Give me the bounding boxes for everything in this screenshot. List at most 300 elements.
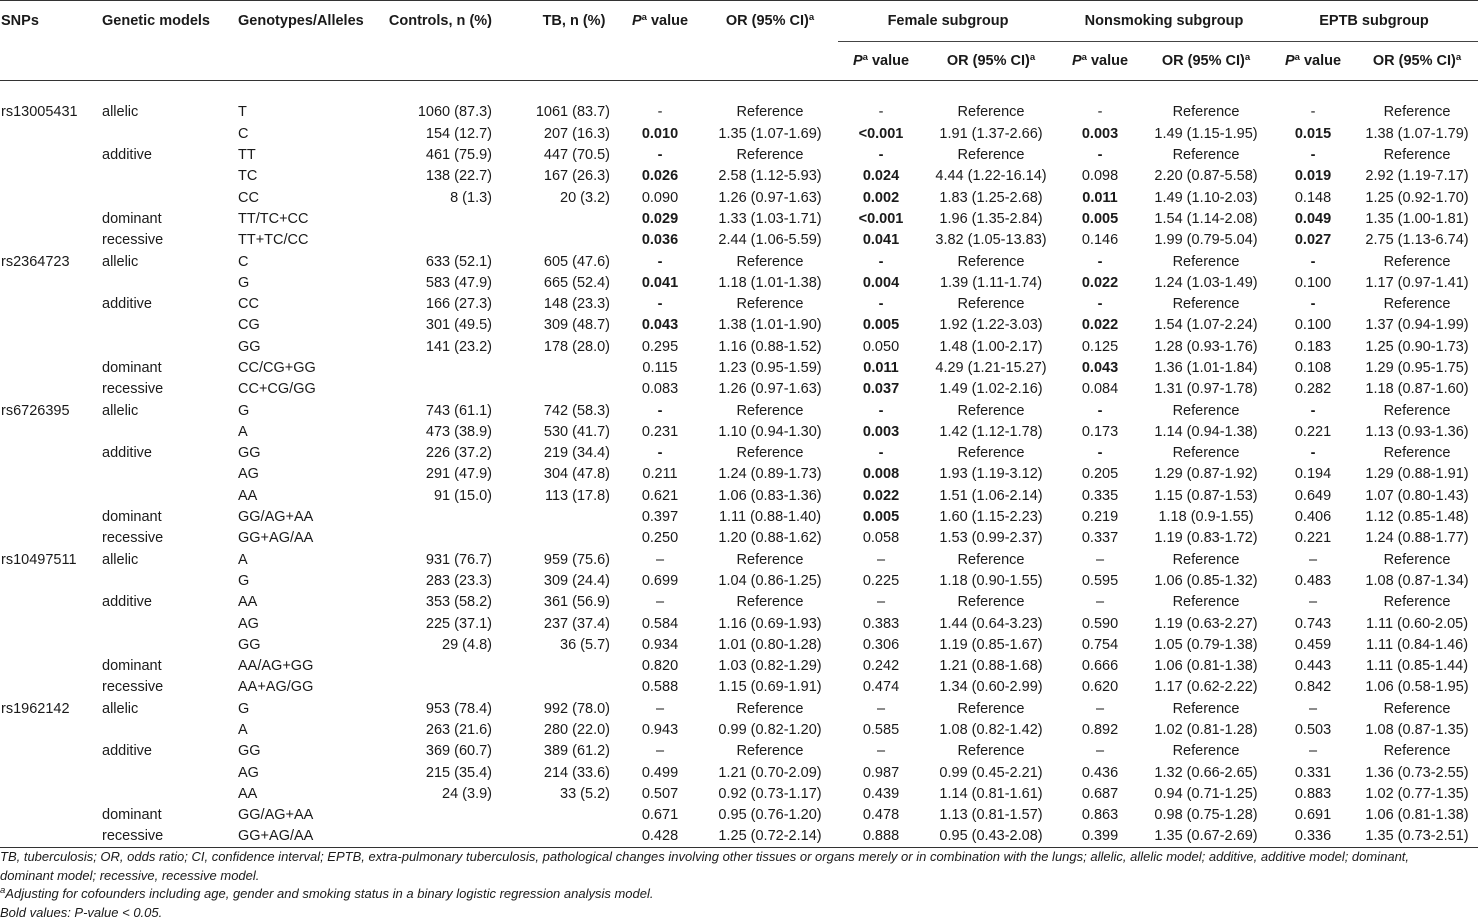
footnote-adjust-text: Adjusting for cofounders including age, gender and smoking status in a binary logistic regression analysis model.: [5, 886, 654, 901]
cell-female-or: 1.19 (0.85-1.67): [939, 636, 1043, 653]
cell-genotype: GG+AG/AA: [238, 530, 314, 547]
cell-p-value: 0.588: [641, 679, 679, 696]
cell-tb: 237 (37.4): [543, 615, 610, 632]
cell-tb: 113 (17.8): [544, 487, 610, 504]
cell-model: [102, 187, 238, 208]
cell-tb: 309 (24.4): [543, 572, 610, 589]
cell-nonsmoking-or: 1.06 (0.81-1.38): [1154, 658, 1258, 675]
cell-genotype: T: [238, 104, 247, 121]
header-or-sup: a: [808, 12, 815, 24]
cell-nonsmoking-or: Reference: [1172, 594, 1240, 611]
cell-eptb-or: Reference: [1383, 700, 1451, 717]
cell-female-or: 1.91 (1.37-2.66): [939, 125, 1043, 142]
cell-snp: [0, 783, 102, 804]
table-row: [0, 102, 1478, 123]
cell-tb: 309 (48.7): [543, 317, 610, 334]
cell-tb: 530 (41.7): [543, 423, 610, 440]
cell-nonsmoking-p: 0.337: [1081, 530, 1119, 547]
table-row: [0, 421, 1478, 442]
cell-p-value: 0.584: [641, 615, 679, 632]
cell-snp: [0, 315, 102, 336]
header-p-value: [618, 1, 702, 42]
cell-or: 1.21 (0.70-2.09): [718, 764, 822, 781]
cell-model: [102, 783, 238, 804]
cell-controls: 263 (21.6): [425, 722, 492, 739]
cell-eptb-or: 1.35 (0.73-2.51): [1356, 826, 1478, 847]
cell-p-value: -: [657, 445, 663, 462]
cell-or: 1.25 (0.72-2.14): [702, 826, 838, 847]
cell-nonsmoking-or: 1.35 (0.67-2.69): [1142, 826, 1270, 847]
cell-p-value: -: [657, 296, 663, 313]
cell-female-p: 0.022: [862, 487, 900, 504]
cell-female-or: 1.13 (0.81-1.57): [939, 807, 1043, 824]
cell-nonsmoking-or: Reference: [1172, 445, 1240, 462]
cell-nonsmoking-or: 0.94 (0.71-1.25): [1154, 785, 1258, 802]
cell-or: 2.58 (1.12-5.93): [718, 168, 822, 185]
cell-p-value: -: [657, 402, 663, 419]
cell-genotype: TT: [238, 147, 256, 164]
cell-genotype: GG/AG+AA: [238, 509, 314, 526]
header-female-subgroup: Female subgroup: [838, 1, 1058, 42]
cell-female-p: <0.001: [858, 125, 904, 142]
header-tb: TB, n (%): [510, 1, 618, 42]
cell-model: dominant: [102, 210, 162, 227]
cell-female-p: –: [876, 551, 886, 568]
cell-snp: rs6726395: [1, 402, 70, 419]
cell-or: Reference: [736, 402, 804, 419]
cell-or: Reference: [736, 104, 804, 121]
table-row: [0, 379, 1478, 400]
cell-genotype: AG: [238, 466, 259, 483]
cell-nonsmoking-or: 1.19 (0.83-1.72): [1154, 530, 1258, 547]
cell-model: recessive: [102, 530, 164, 547]
cell-or: Reference: [736, 147, 804, 164]
cell-nonsmoking-or: 1.54 (1.07-2.24): [1154, 317, 1258, 334]
cell-eptb-p: 0.221: [1294, 423, 1332, 440]
cell-model: recessive: [102, 232, 164, 249]
cell-or: 1.01 (0.80-1.28): [718, 636, 822, 653]
table-row: [0, 528, 1478, 549]
cell-controls: 138 (22.7): [425, 168, 492, 185]
cell-eptb-or: 1.18 (0.87-1.60): [1365, 381, 1469, 398]
cell-nonsmoking-or: Reference: [1172, 147, 1240, 164]
cell-genotype: GG+AG/AA: [238, 826, 376, 847]
cell-or: 1.03 (0.82-1.29): [718, 658, 822, 675]
cell-eptb-p: 0.842: [1294, 679, 1332, 696]
cell-nonsmoking-p: –: [1095, 700, 1105, 717]
cell-model: dominant: [102, 658, 162, 675]
cell-nonsmoking-p: -: [1097, 296, 1103, 313]
cell-genotype: GG: [238, 445, 261, 462]
cell-female-p: 0.050: [862, 338, 900, 355]
cell-p-value: 0.041: [641, 274, 679, 291]
cell-eptb-or: 1.35 (1.00-1.81): [1365, 210, 1469, 227]
cell-nonsmoking-or: 1.29 (0.87-1.92): [1154, 466, 1258, 483]
cell-nonsmoking-p: -: [1097, 147, 1103, 164]
cell-genotype: AA: [238, 594, 258, 611]
cell-or: Reference: [736, 700, 804, 717]
cell-female-or: Reference: [957, 147, 1025, 164]
cell-or: 1.35 (1.07-1.69): [718, 125, 822, 142]
table-header: [0, 1, 1478, 81]
cell-model: [102, 485, 238, 506]
cell-eptb-p: 0.743: [1294, 615, 1332, 632]
cell-nonsmoking-p: 0.666: [1081, 658, 1119, 675]
cell-eptb-or: 1.12 (0.85-1.48): [1365, 509, 1469, 526]
cell-snp: [0, 443, 102, 464]
table-row: [0, 144, 1478, 165]
cell-nonsmoking-p: 0.003: [1081, 125, 1119, 142]
cell-genotype: C: [238, 253, 249, 270]
cell-nonsmoking-p: 0.863: [1081, 807, 1119, 824]
cell-genotype: CC+CG/GG: [238, 381, 316, 398]
cell-eptb-p: 0.100: [1294, 274, 1332, 291]
cell-nonsmoking-p: 0.399: [1058, 826, 1142, 847]
cell-genotype: GG/AG+AA: [238, 807, 314, 824]
cell-controls: 283 (23.3): [425, 572, 492, 589]
cell-female-p: 0.003: [862, 423, 900, 440]
cell-nonsmoking-or: 1.24 (1.03-1.49): [1154, 274, 1258, 291]
cell-female-or: 1.21 (0.88-1.68): [939, 658, 1043, 675]
cell-eptb-or: Reference: [1383, 104, 1451, 121]
cell-controls: 953 (78.4): [425, 700, 492, 717]
cell-eptb-or: 1.08 (0.87-1.34): [1365, 572, 1469, 589]
cell-snp: [0, 570, 102, 591]
cell-snp: [0, 144, 102, 165]
cell-model: [102, 719, 238, 740]
cell-female-p: 0.008: [862, 466, 900, 483]
footnote-abbreviations: TB, tuberculosis; OR, odds ratio; CI, confidence interval; EPTB, extra-pulmonary tuberculosis, pathological changes involving other tissues or organs merely or in combination with the lungs; allelic, allelic model; additive, additive model; dominant, dominant model; recessive, recessive model.: [0, 849, 1410, 883]
cell-female-p: 0.439: [862, 785, 900, 802]
cell-or: Reference: [736, 551, 804, 568]
cell-nonsmoking-or: 2.20 (0.87-5.58): [1154, 168, 1258, 185]
cell-p-value: –: [655, 551, 665, 568]
cell-female-p: 0.005: [862, 317, 900, 334]
cell-controls: 301 (49.5): [425, 317, 492, 334]
cell-p-value: 0.428: [618, 826, 702, 847]
cell-snp: [0, 421, 102, 442]
cell-snp: [0, 826, 102, 847]
cell-female-or: 1.49 (1.02-2.16): [939, 381, 1043, 398]
header-p-letter: P: [631, 13, 642, 30]
cell-or: Reference: [736, 594, 804, 611]
header-p-rest: value: [646, 13, 689, 30]
cell-model: [102, 336, 238, 357]
cell-model: dominant: [102, 360, 162, 376]
table-row: [0, 805, 1478, 826]
cell-eptb-p: –: [1308, 743, 1318, 760]
cell-genotype: TC: [238, 168, 258, 185]
cell-nonsmoking-p: 0.590: [1081, 615, 1119, 632]
cell-nonsmoking-or: 1.31 (0.97-1.78): [1154, 381, 1258, 398]
cell-tb: 167 (26.3): [543, 168, 610, 185]
cell-controls: 24 (3.9): [442, 785, 492, 802]
cell-p-value: 0.083: [641, 381, 679, 398]
cell-nonsmoking-p: 0.754: [1081, 636, 1119, 653]
cell-eptb-p: 0.100: [1294, 317, 1332, 334]
cell-female-p: 0.037: [862, 381, 900, 398]
cell-eptb-p: 0.649: [1294, 487, 1332, 504]
cell-tb: [510, 379, 618, 400]
cell-snp: [0, 293, 102, 314]
cell-genotype: A: [238, 722, 248, 739]
cell-controls: [376, 230, 510, 251]
cell-eptb-or: 1.17 (0.97-1.41): [1365, 274, 1469, 291]
cell-tb: 992 (78.0): [543, 700, 610, 717]
cell-eptb-or: 1.11 (0.60-2.05): [1365, 615, 1469, 632]
cell-eptb-p: 0.406: [1294, 509, 1332, 526]
cell-female-or: 1.92 (1.22-3.03): [939, 317, 1043, 334]
cell-snp: [0, 272, 102, 293]
cell-model: recessive: [102, 381, 164, 398]
cell-female-or: 1.48 (1.00-2.17): [939, 338, 1043, 355]
cell-eptb-p: 0.027: [1294, 232, 1332, 249]
table-row: [0, 251, 1478, 272]
cell-controls: 461 (75.9): [425, 147, 492, 164]
cell-eptb-p: 0.331: [1294, 764, 1332, 781]
cell-p-value: –: [655, 700, 665, 717]
table-row: [0, 719, 1478, 740]
cell-tb: [510, 506, 618, 527]
cell-female-p: -: [878, 253, 884, 270]
cell-eptb-p: -: [1310, 147, 1316, 164]
table-row: [0, 741, 1478, 762]
cell-tb: [510, 677, 618, 698]
cell-eptb-or: 1.36 (0.73-2.55): [1365, 764, 1469, 781]
cell-genotype: AA: [238, 785, 258, 802]
cell-controls: [376, 379, 510, 400]
cell-eptb-or: Reference: [1383, 402, 1451, 419]
cell-female-p: 0.041: [862, 232, 900, 249]
cell-female-or: Reference: [957, 551, 1025, 568]
cell-or: 1.04 (0.86-1.25): [718, 572, 822, 589]
cell-snp: [0, 719, 102, 740]
cell-tb: 304 (47.8): [543, 466, 610, 483]
cell-nonsmoking-p: 0.022: [1081, 274, 1119, 291]
table-row: [0, 592, 1478, 613]
table-row: [0, 677, 1478, 698]
cell-or: 1.38 (1.01-1.90): [718, 317, 822, 334]
cell-p-value: 0.043: [641, 317, 679, 334]
cell-female-or: Reference: [957, 253, 1025, 270]
cell-female-p: 0.585: [862, 722, 900, 739]
cell-controls: 1060 (87.3): [417, 104, 492, 121]
cell-female-p: 0.478: [862, 807, 900, 824]
header-nonsmoking-subgroup: Nonsmoking subgroup: [1058, 1, 1270, 42]
table-footnotes: [0, 848, 1460, 922]
cell-controls: 353 (58.2): [425, 594, 492, 611]
cell-eptb-p: 0.443: [1294, 658, 1332, 675]
cell-nonsmoking-or: 1.02 (0.81-1.28): [1154, 722, 1258, 739]
cell-controls: 291 (47.9): [425, 466, 492, 483]
header-eptb-subgroup: EPTB subgroup: [1270, 1, 1478, 42]
cell-model: [102, 166, 238, 187]
cell-nonsmoking-or: 1.49 (1.15-1.95): [1154, 125, 1258, 142]
cell-female-p: 0.383: [862, 615, 900, 632]
cell-snp: [0, 741, 102, 762]
cell-snp: [0, 762, 102, 783]
cell-nonsmoking-or: 1.28 (0.93-1.76): [1154, 338, 1258, 355]
cell-model: allelic: [102, 402, 139, 419]
cell-female-p: -: [878, 445, 884, 462]
cell-genotype: G: [238, 572, 250, 589]
cell-p-value: 0.943: [641, 722, 679, 739]
cell-controls: [376, 506, 510, 527]
cell-controls: 583 (47.9): [425, 274, 492, 291]
cell-nonsmoking-or: Reference: [1172, 296, 1240, 313]
cell-genotype: AA: [238, 487, 258, 504]
table-row: [0, 485, 1478, 506]
cell-p-value: 0.295: [641, 338, 679, 355]
cell-or: 1.26 (0.97-1.63): [718, 189, 822, 206]
cell-p-value: 0.671: [641, 807, 679, 824]
table-row: [0, 208, 1478, 229]
cell-eptb-p: 0.108: [1294, 360, 1332, 376]
cell-or: 1.16 (0.69-1.93): [718, 615, 822, 632]
cell-female-p: –: [876, 594, 886, 611]
cell-female-or: Reference: [957, 402, 1025, 419]
cell-p-value: -: [657, 253, 663, 270]
table-row: [0, 357, 1478, 378]
cell-nonsmoking-or: 1.54 (1.14-2.08): [1154, 210, 1258, 227]
cell-model: [102, 613, 238, 634]
cell-controls: [376, 805, 510, 826]
cell-p-value: 0.115: [642, 360, 678, 376]
header-genotypes: Genotypes/Alleles: [238, 1, 376, 42]
cell-snp: [0, 379, 102, 400]
table-row: [0, 634, 1478, 655]
cell-genotype: AG: [238, 615, 259, 632]
header-or-label: OR (95% CI): [725, 13, 809, 30]
cell-eptb-or: 1.02 (0.77-1.35): [1365, 785, 1469, 802]
cell-eptb-p: -: [1310, 253, 1316, 270]
cell-tb: 36 (5.7): [560, 636, 610, 653]
cell-tb: [510, 208, 618, 229]
cell-nonsmoking-p: 0.436: [1081, 764, 1119, 781]
cell-nonsmoking-or: 1.32 (0.66-2.65): [1154, 764, 1258, 781]
cell-controls: 215 (35.4): [425, 764, 492, 781]
cell-female-or: 1.18 (0.90-1.55): [939, 572, 1043, 589]
cell-eptb-or: 1.25 (0.92-1.70): [1365, 189, 1469, 206]
cell-female-p: 0.011: [863, 360, 899, 376]
cell-snp: [0, 613, 102, 634]
cell-snp: [0, 123, 102, 144]
cell-female-p: 0.987: [862, 764, 900, 781]
table-row: [0, 187, 1478, 208]
cell-p-value: 0.010: [641, 125, 679, 142]
cell-controls: [376, 656, 510, 677]
cell-nonsmoking-p: -: [1097, 104, 1103, 121]
cell-p-value: 0.397: [641, 509, 679, 526]
cell-eptb-p: 0.503: [1294, 722, 1332, 739]
cell-tb: 219 (34.4): [543, 445, 610, 462]
cell-nonsmoking-or: 1.15 (0.87-1.53): [1154, 487, 1258, 504]
cell-model: additive: [102, 296, 152, 313]
cell-p-value: 0.211: [642, 466, 678, 483]
cell-female-or: 1.96 (1.35-2.84): [939, 210, 1043, 227]
cell-nonsmoking-p: 0.043: [1081, 360, 1119, 376]
cell-nonsmoking-or: 0.98 (0.75-1.28): [1154, 807, 1258, 824]
cell-genotype: GG: [238, 743, 261, 760]
table-row: [0, 315, 1478, 336]
cell-genotype: CC/CG+GG: [238, 360, 316, 376]
cell-nonsmoking-p: 0.892: [1081, 722, 1119, 739]
cell-snp: [0, 528, 102, 549]
cell-eptb-p: 0.194: [1294, 466, 1332, 483]
cell-nonsmoking-p: 0.687: [1081, 785, 1119, 802]
cell-female-p: 0.888: [838, 826, 924, 847]
cell-nonsmoking-or: 1.19 (0.63-2.27): [1154, 615, 1258, 632]
cell-p-value: 0.820: [641, 658, 679, 675]
cell-genotype: G: [238, 274, 250, 291]
cell-genotype: CC: [238, 296, 259, 313]
cell-eptb-p: 0.049: [1294, 210, 1332, 227]
cell-model: [102, 421, 238, 442]
table-row: [0, 549, 1478, 570]
cell-or: 1.11 (0.88-1.40): [718, 509, 822, 526]
cell-nonsmoking-or: Reference: [1172, 253, 1240, 270]
cell-tb: 447 (70.5): [543, 147, 610, 164]
cell-p-value: -: [657, 147, 663, 164]
header-nonsmoking-p: $P^a$ value: [1058, 42, 1142, 81]
cell-or: 1.18 (1.01-1.38): [718, 274, 822, 291]
cell-eptb-or: Reference: [1383, 445, 1451, 462]
cell-eptb-p: 0.883: [1294, 785, 1332, 802]
cell-eptb-or: 2.92 (1.19-7.17): [1365, 168, 1469, 185]
table-row: [0, 698, 1478, 719]
cell-female-p: 0.225: [862, 572, 900, 589]
cell-or: 1.33 (1.03-1.71): [718, 210, 822, 227]
cell-snp: rs1962142: [1, 700, 70, 717]
cell-tb: 178 (28.0): [543, 338, 610, 355]
cell-nonsmoking-p: -: [1097, 402, 1103, 419]
cell-eptb-or: 1.06 (0.81-1.38): [1365, 807, 1469, 824]
cell-female-or: 1.08 (0.82-1.42): [939, 722, 1043, 739]
cell-female-p: <0.001: [858, 210, 904, 227]
cell-tb: 280 (22.0): [543, 722, 610, 739]
cell-p-value: 0.250: [641, 530, 679, 547]
cell-nonsmoking-p: 0.205: [1081, 466, 1119, 483]
cell-p-value: –: [655, 743, 665, 760]
cell-female-or: Reference: [957, 104, 1025, 121]
cell-snp: [0, 166, 102, 187]
cell-eptb-or: 1.08 (0.87-1.35): [1365, 722, 1469, 739]
cell-tb: [510, 826, 618, 847]
cell-eptb-p: 0.459: [1294, 636, 1332, 653]
cell-eptb-p: 0.282: [1294, 381, 1332, 398]
cell-snp: [0, 592, 102, 613]
cell-or: 1.06 (0.83-1.36): [718, 487, 822, 504]
cell-controls: [376, 208, 510, 229]
cell-or: 1.16 (0.88-1.52): [718, 338, 822, 355]
cell-model: allelic: [102, 104, 139, 121]
cell-nonsmoking-p: –: [1095, 551, 1105, 568]
cell-tb: 207 (16.3): [543, 125, 610, 142]
cell-snp: [0, 805, 102, 826]
cell-eptb-p: -: [1310, 104, 1316, 121]
cell-tb: 665 (52.4): [543, 274, 610, 291]
cell-eptb-p: –: [1308, 594, 1318, 611]
table-row: [0, 443, 1478, 464]
cell-eptb-or: Reference: [1383, 253, 1451, 270]
cell-nonsmoking-p: –: [1095, 594, 1105, 611]
cell-snp: [0, 208, 102, 229]
cell-snp: rs2364723: [1, 253, 70, 270]
cell-snp: [0, 485, 102, 506]
cell-eptb-p: 0.148: [1294, 189, 1332, 206]
cell-female-or: 1.39 (1.11-1.74): [939, 274, 1043, 291]
cell-nonsmoking-p: 0.335: [1081, 487, 1119, 504]
